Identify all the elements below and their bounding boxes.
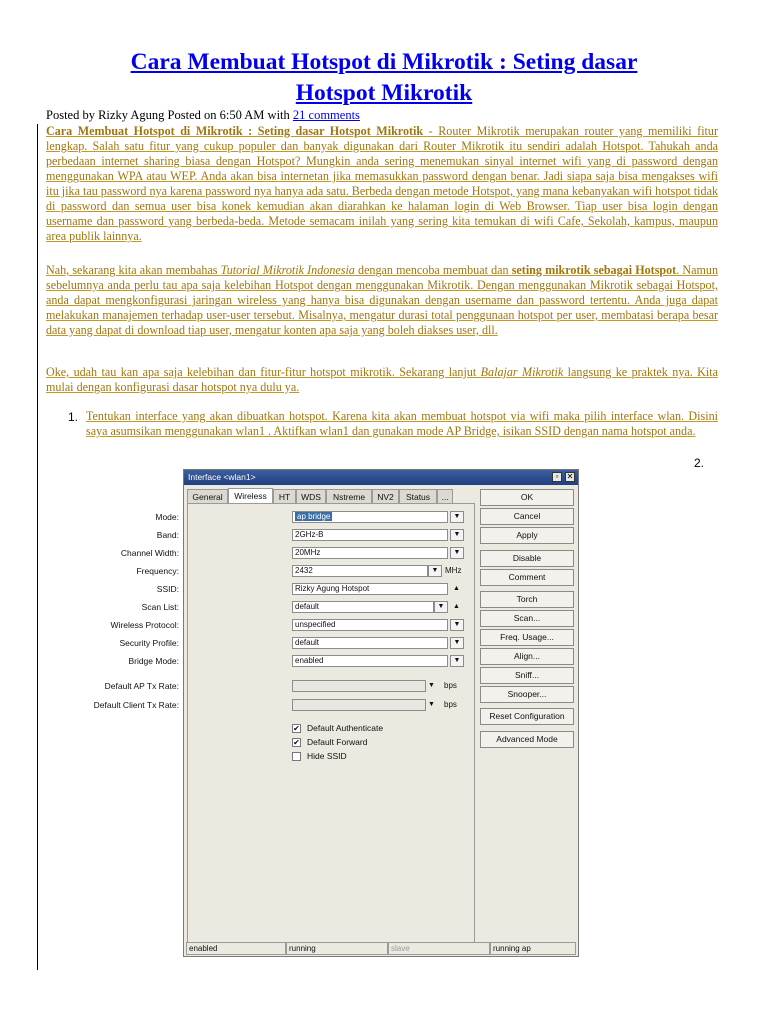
- intro-bold: Cara Membuat Hotspot di Mikrotik : Seting dasar Hotspot Mikrotik: [46, 124, 424, 138]
- bridge-mode-select[interactable]: enabled: [292, 655, 448, 667]
- sniff-button[interactable]: Sniff...: [480, 667, 574, 684]
- bridge-mode-dropdown-icon[interactable]: ▼: [450, 655, 464, 667]
- scan-button[interactable]: Scan...: [480, 610, 574, 627]
- left-margin-rule: [37, 124, 38, 970]
- tab-nv2[interactable]: NV2: [372, 489, 399, 503]
- p3-italic: Balajar Mikrotik: [480, 365, 564, 379]
- p2-c: . Namun sebelumnya anda perlu tau apa saja kelebihan Hotspot dengan menggunakan Mikrotik. Dengan menggunakan Mikrotik sebagai Hotspot, anda dapat mengkonfigurasi jaringan wireless yang hanya bisa digunakan dengan username dan password tertentu. Anda juga dapat melakukan manajemen terhadap user-user tersebut. Misalnya, mengatur durasi total penggunaan hotspot per user, membatasi berapa besar data yang dapat di download tiap user, mengatur konten apa saja yang boleh diakses user, dll.: [46, 263, 718, 337]
- security-profile-select[interactable]: default: [292, 637, 448, 649]
- interface-dialog-screenshot: [93, 469, 579, 957]
- scan-list-select[interactable]: default: [292, 601, 434, 613]
- comment-button[interactable]: Comment: [480, 569, 574, 586]
- channel-width-label: Channel Width:: [120, 548, 179, 558]
- security-profile-dropdown-icon[interactable]: ▼: [450, 637, 464, 649]
- ok-button[interactable]: OK: [480, 489, 574, 506]
- client-tx-rate-input[interactable]: [292, 699, 426, 711]
- reset-configuration-button[interactable]: Reset Configuration: [480, 708, 574, 725]
- paragraph-tutorial: [46, 263, 718, 338]
- client-tx-rate-label: Default Client Tx Rate:: [93, 700, 179, 710]
- default-authenticate-label: Default Authenticate: [307, 723, 384, 733]
- cancel-button[interactable]: Cancel: [480, 508, 574, 525]
- client-tx-rate-unit: bps: [444, 700, 457, 709]
- bridge-mode-label: Bridge Mode:: [128, 656, 179, 666]
- scan-list-dropdown-icon[interactable]: ▼: [434, 601, 448, 613]
- dialog-title: Interface <wlan1>: [188, 472, 256, 482]
- status-enabled: enabled: [186, 942, 286, 955]
- disable-button[interactable]: Disable: [480, 550, 574, 567]
- byline: [46, 108, 360, 122]
- band-select[interactable]: 2GHz-B: [292, 529, 448, 541]
- torch-button[interactable]: Torch: [480, 591, 574, 608]
- tab-status[interactable]: Status: [399, 489, 437, 503]
- paragraph-oke: [46, 365, 718, 395]
- snooper-button[interactable]: Snooper...: [480, 686, 574, 703]
- hide-ssid-checkbox[interactable]: [292, 752, 301, 761]
- ssid-label: SSID:: [156, 584, 179, 594]
- comments-link[interactable]: 21 comments: [292, 108, 360, 122]
- title-line-1: Cara Membuat Hotspot di Mikrotik : Seting dasar: [130, 49, 638, 75]
- advanced-mode-button[interactable]: Advanced Mode: [480, 731, 574, 748]
- band-dropdown-icon[interactable]: ▼: [450, 529, 464, 541]
- ap-tx-rate-input[interactable]: [292, 680, 426, 692]
- tab-nstreme[interactable]: Nstreme: [326, 489, 372, 503]
- freq-usage-button[interactable]: Freq. Usage...: [480, 629, 574, 646]
- wireless-protocol-label: Wireless Protocol:: [110, 620, 179, 630]
- mode-value: ap bridge: [297, 512, 331, 521]
- tab-wds[interactable]: WDS: [296, 489, 326, 503]
- frequency-select[interactable]: 2432: [292, 565, 428, 577]
- page-title: [60, 47, 708, 109]
- list-item-1: Tentukan interface yang akan dibuatkan hotspot. Karena kita akan membuat hotspot via wifi maka pilih interface wlan. Disini saya asumsikan menggunakan wlan1 . Aktifkan wlan1 dan gunakan mode AP Bridge, isikan SSID dengan nama hotspot anda.: [86, 409, 718, 438]
- p2-b: dengan mencoba membuat dan: [354, 263, 512, 277]
- list-number-2: 2.: [694, 456, 705, 470]
- restore-icon[interactable]: ▫: [552, 472, 562, 482]
- p2-a: Nah, sekarang kita akan membahas: [46, 263, 221, 277]
- default-forward-label: Default Forward: [307, 737, 368, 747]
- default-forward-checkbox[interactable]: ✔: [293, 738, 300, 747]
- security-profile-label: Security Profile:: [119, 638, 179, 648]
- ap-tx-rate-label: Default AP Tx Rate:: [104, 681, 179, 691]
- ssid-input[interactable]: Rizky Agung Hotspot: [292, 583, 448, 595]
- status-bar: [186, 942, 576, 955]
- apply-button[interactable]: Apply: [480, 527, 574, 544]
- ap-tx-rate-unit: bps: [444, 681, 457, 690]
- status-running: running: [286, 942, 388, 955]
- ap-tx-rate-dropdown-icon[interactable]: ▼: [428, 682, 435, 689]
- wireless-protocol-select[interactable]: unspecified: [292, 619, 448, 631]
- client-tx-rate-dropdown-icon[interactable]: ▼: [428, 701, 435, 708]
- align-button[interactable]: Align...: [480, 648, 574, 665]
- band-label: Band:: [156, 530, 179, 540]
- p3-a: Oke, udah tau kan apa saja kelebihan dan fitur-fitur hotspot mikrotik. Sekarang lanjut: [46, 365, 481, 379]
- mode-select[interactable]: [292, 511, 448, 523]
- tab-more[interactable]: ...: [437, 489, 453, 503]
- intro-text: - Router Mikrotik merupakan router yang memiliki fitur lengkap. Salah satu fitur yang cukup populer dan banyak digunakan dari Router Mikrotik itu sendiri adalah Hotspot. Tahukah anda perbedaan internet sharing biasa dengan Hotspot? Mungkin anda sering menemukan sinyal internet wifi yang di password dengan menggunakan WPA atau WEP. Anda akan bisa internetan jika memasukkan password dengan benar. Jadi siapa saja bisa mengakses wifi itu jika tau password nya karena password nya hanya ada satu. Berbeda dengan metode Hotspot, yang mana kebanyakan wifi hotspot tidak di password dan semua user bisa konek kemudian akan diarahkan ke halaman login di Web Browser. Tiap user bisa login dengan username dan password yang berbeda-beda. Metode semacam inilah yang sering kita temukan di wifi Cafe, Sekolah, kampus, maupun area publik lainnya.: [46, 124, 718, 243]
- paragraph-intro: [46, 124, 718, 244]
- title-line-2: Hotspot Mikrotik: [295, 80, 473, 106]
- frequency-unit: MHz: [445, 566, 462, 575]
- dialog-titlebar: [184, 470, 578, 485]
- frequency-label: Frequency:: [136, 566, 179, 576]
- p2-bold: seting mikrotik sebagai Hotspot: [511, 263, 677, 277]
- tab-general[interactable]: General: [187, 489, 228, 503]
- frequency-dropdown-icon[interactable]: ▼: [428, 565, 442, 577]
- status-running-ap: running ap: [490, 942, 576, 955]
- channel-width-dropdown-icon[interactable]: ▼: [450, 547, 464, 559]
- scan-list-label: Scan List:: [141, 602, 179, 612]
- tab-wireless[interactable]: Wireless: [228, 488, 273, 504]
- list-number-1: 1.: [68, 410, 79, 424]
- wireless-panel: [93, 503, 475, 943]
- hide-ssid-label: Hide SSID: [307, 751, 347, 761]
- channel-width-select[interactable]: 20MHz: [292, 547, 448, 559]
- title-link[interactable]: [131, 49, 638, 106]
- byline-text: Posted by Rizky Agung Posted on 6:50 AM with: [46, 108, 290, 122]
- p3-b: langsung ke praktek nya. Kita mulai dengan konfigurasi dasar hotspot nya dulu ya.: [46, 365, 718, 394]
- ssid-collapse-icon[interactable]: ▲: [453, 585, 460, 592]
- close-icon[interactable]: ✕: [566, 472, 574, 481]
- wireless-protocol-dropdown-icon[interactable]: ▼: [450, 619, 464, 631]
- tab-ht[interactable]: HT: [273, 489, 296, 503]
- scan-list-collapse-icon[interactable]: ▲: [453, 603, 460, 610]
- mode-dropdown-icon[interactable]: ▼: [450, 511, 464, 523]
- status-slave: slave: [388, 942, 490, 955]
- p2-italic: Tutorial Mikrotik Indonesia: [220, 263, 355, 277]
- mode-label: Mode:: [155, 512, 179, 522]
- default-authenticate-checkbox[interactable]: ✔: [293, 724, 300, 733]
